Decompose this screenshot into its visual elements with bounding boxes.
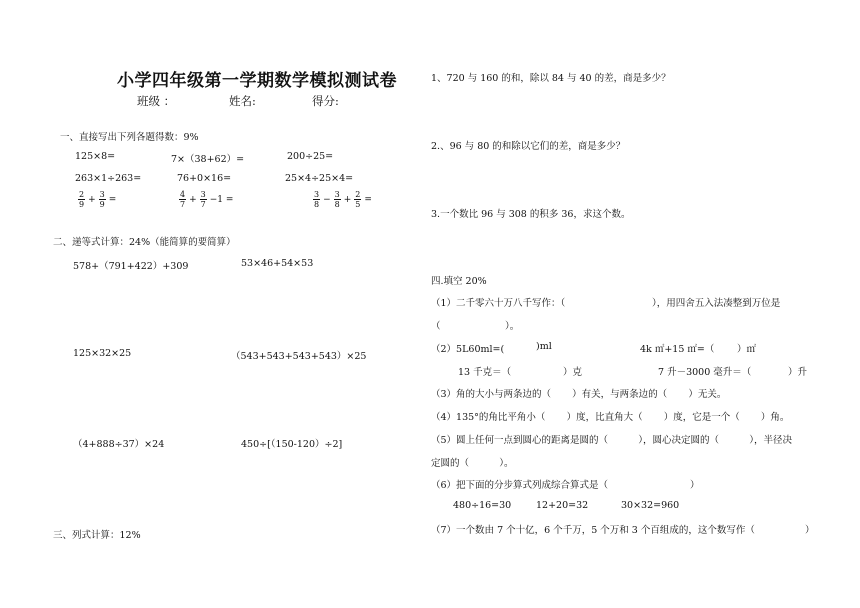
denominator: 8: [314, 200, 320, 209]
fill-line-3b: ）克: [563, 367, 583, 378]
equals: =: [364, 194, 372, 205]
fill-line-1c: （: [431, 321, 441, 332]
denominator: 5: [355, 200, 361, 209]
fill-line-6a: （5）圆上任何一点到圆心的距离是圆的（ ），圆心决定圆的（ ），半径决: [431, 435, 792, 446]
fill-line-5: （4）135°的角比平角小（ ）度，比直角大（ ）度，它是一个（ ）角。: [431, 412, 790, 423]
expression-item: 450÷[（150-120）÷2]: [241, 439, 343, 450]
step-formula: 12+20=32: [536, 500, 589, 511]
fill-line-2a: （2）5L60ml=(: [431, 344, 505, 355]
numerator: 3: [334, 190, 340, 199]
numerator: 3: [99, 190, 105, 199]
fill-line-9a: （7）一个数由 7 个十亿，6 个千万，5 个万和 3 个百组成的，这个数写作（: [431, 525, 755, 536]
class-label: 班级 ：: [137, 94, 176, 108]
fill-line-9b: ）: [805, 525, 815, 536]
fill-line-6b: 定圆的（ ）。: [431, 458, 514, 469]
fill-line-2b: )ml: [536, 341, 552, 352]
fill-line-3a: 13 千克＝（: [458, 367, 512, 378]
fill-line-3d: ）升: [788, 367, 808, 378]
calc-item: 125×8=: [75, 151, 116, 162]
fill-line-4: （3）角的大小与两条边的（ ）有关，与两条边的（ ）无关。: [431, 389, 727, 400]
section4-heading: 四.填空 20%: [431, 276, 487, 287]
numerator: 2: [355, 190, 361, 199]
numerator: 3: [314, 190, 320, 199]
denominator: 9: [99, 200, 105, 209]
section3-heading: 三、列式计算：12%: [53, 530, 141, 541]
operator: +: [88, 194, 96, 205]
denominator: 9: [79, 200, 85, 209]
fill-line-2d: ）㎡: [737, 344, 757, 355]
fill-line-7b: ）: [690, 480, 700, 491]
numerator: 2: [79, 190, 85, 199]
page-title: 小学四年级第一学期数学模拟测试卷: [117, 71, 397, 91]
step-formula: 30×32=960: [621, 500, 680, 511]
calc-item: 76+0×16=: [177, 173, 232, 184]
fraction-expression-2: [178, 190, 235, 209]
word-problem-3: 3.一个数比 96 与 308 的积多 36，求这个数。: [431, 209, 631, 220]
denominator: 8: [334, 200, 340, 209]
expression-item: 578+（791+422）+309: [73, 261, 189, 272]
numerator: 4: [180, 190, 186, 199]
fill-line-1d: ）。: [505, 321, 520, 332]
fill-line-2c: 4k ㎡+15 ㎡=（: [640, 344, 715, 355]
fill-line-3c: 7 升－3000 毫升＝（: [658, 367, 752, 378]
fraction-expression-1: [77, 190, 118, 209]
name-label: 姓名:: [229, 94, 256, 108]
operator: +: [189, 194, 197, 205]
calc-item: 200÷25=: [287, 151, 334, 162]
expression-item: 125×32×25: [73, 348, 132, 359]
expression-item: （4+888÷37）×24: [73, 439, 165, 450]
denominator: 7: [180, 200, 186, 209]
operator: −: [323, 194, 331, 205]
calc-item: 263×1÷263=: [75, 173, 142, 184]
fill-line-1a: （1）二千零六十万八千写作：（: [431, 298, 566, 309]
word-problem-1: 1、720 与 160 的和，除以 84 与 40 的差，商是多少？: [431, 73, 671, 84]
denominator: 7: [200, 200, 206, 209]
operator: +: [343, 194, 352, 205]
equals: =: [108, 194, 117, 205]
expression-item: （543+543+543+543）×25: [231, 351, 367, 362]
expression-item: 53×46+54×53: [241, 258, 314, 269]
tail: −1 =: [209, 194, 234, 205]
calc-item: 25×4÷25×4=: [285, 173, 354, 184]
fill-line-7: （6）把下面的分步算式列成综合算式是（: [431, 480, 609, 491]
numerator: 3: [200, 190, 206, 199]
word-problem-2: 2.、96 与 80 的和除以它们的差，商是多少？: [431, 141, 626, 152]
calc-item: 7×（38+62）=: [171, 154, 245, 165]
section1-heading: 一、直接写出下列各题得数：9%: [60, 132, 199, 143]
fill-line-1b: ），用四舍五入法凑整到万位是: [652, 298, 781, 309]
step-formula: 480÷16=30: [453, 500, 512, 511]
fraction-expression-3: [312, 190, 374, 209]
section2-heading: 二、递等式计算：24%（能简算的要简算）: [53, 237, 236, 248]
score-label: 得分:: [312, 94, 339, 108]
